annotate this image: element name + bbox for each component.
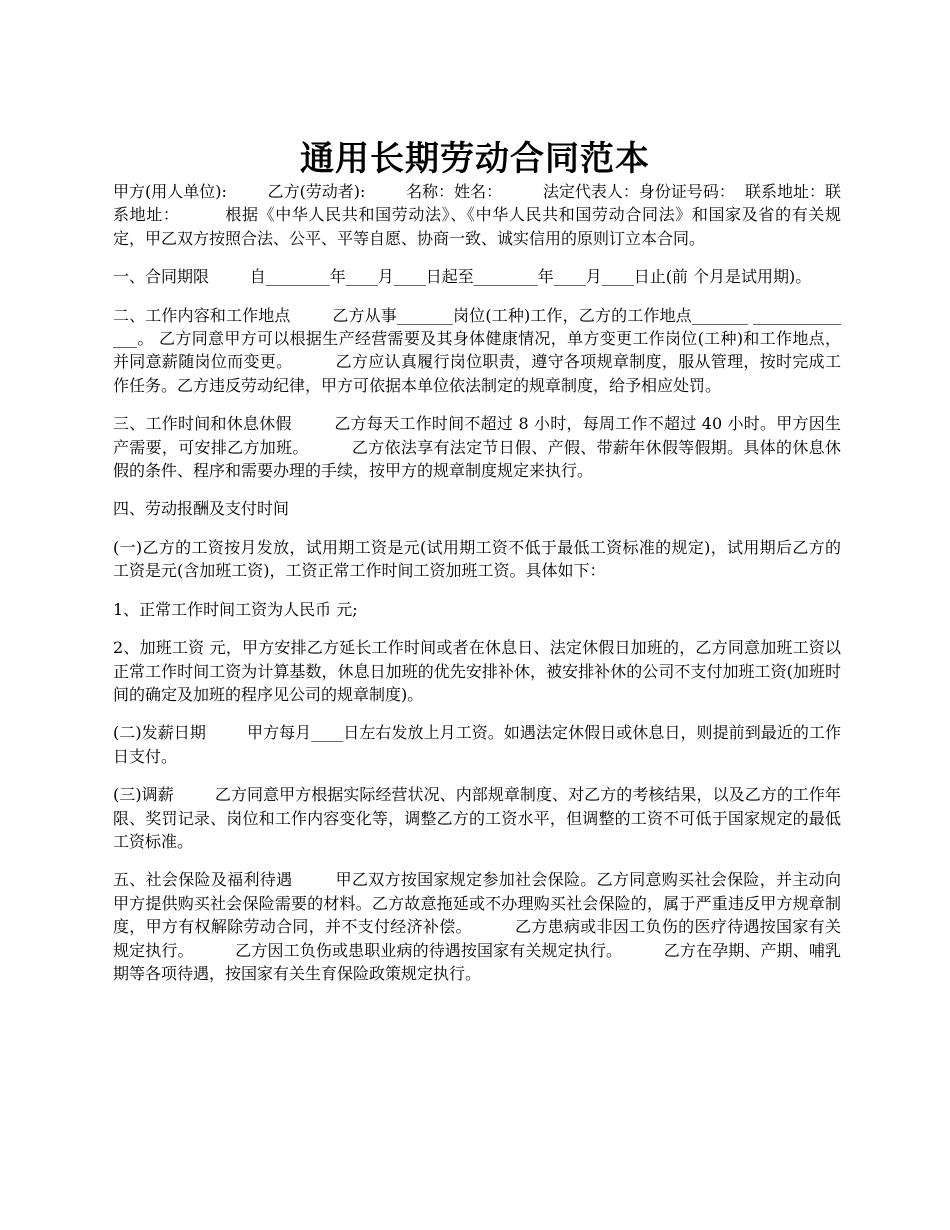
- paragraph-salary-adjustment: (三)调薪 乙方同意甲方根据实际经营状况、内部规章制度、对乙方的考核结果，以及乙方的工作年限、奖罚记录、岗位和工作内容变化等，调整乙方的工资水平，但调整的工资不可低于国家规定的最低工资标准。: [113, 785, 841, 851]
- paragraph-overtime-wage: 2、加班工资 元，甲方安排乙方延长工作时间或者在休息日、法定休假日加班的，乙方同意加班工资以正常工作时间工资为计算基数，休息日加班的优先安排补休，被安排补休的公司不支付加班工资(加班时间的确定及加班的程序见公司的规章制度)。: [113, 638, 841, 704]
- paragraph-work-hours: 三、工作时间和休息休假 乙方每天工作时间不超过 8 小时，每周工作不超过 40 小时。甲方因生产需要，可安排乙方加班。 乙方依法享有法定节日假、产假、带薪年休假等假期。具体的休息休假的条件、程序和需要办理的手续，按甲方的规章制度规定来执行。: [113, 414, 841, 481]
- paragraph-parties: 甲方(用人单位): 乙方(劳动者): 名称：姓名： 法定代表人：身份证号码： 联系地址：联系地址： 根据《中华人民共和国劳动法》、《中华人民共和国劳动合同法》和国家及省的有关规定，甲乙双方按照合法、公平、平等自愿、协商一致、诚实信用的原则订立本合同。: [113, 182, 841, 248]
- paragraph-social-insurance: 五、社会保险及福利待遇 甲乙双方按国家规定参加社会保险。乙方同意购买社会保险，并主动向甲方提供购买社会保险需要的材料。乙方故意拖延或不办理购买社会保险的，属于严重违反甲方规章制度，甲方有权解除劳动合同，并不支付经济补偿。 乙方患病或非因工负伤的医疗待遇按国家有关规定执行。 乙方因工负伤或患职业病的待遇按国家有关规定执行。 乙方在孕期、产期、哺乳期等各项待遇，按国家有关生育保险政策规定执行。: [113, 870, 841, 983]
- paragraph-work-content: 二、工作内容和工作地点 乙方从事_______岗位(工种)工作，乙方的工作地点_______ ______________。 乙方同意甲方可以根据生产经营需要及其身体健康情况，单方变更工作岗位(工种)和工作地点，并同意薪随岗位而变更。 乙方应认真履行岗位职责，遵守各项规章制度，服从管理，按时完成工作任务。乙方违反劳动纪律，甲方可依据本单位依法制定的规章制度，给予相应处罚。: [113, 305, 841, 395]
- section-heading-remuneration: 四、劳动报酬及支付时间: [113, 499, 290, 519]
- document-title: 通用长期劳动合同范本: [300, 138, 650, 179]
- paragraph-normal-wage: 1、正常工作时间工资为人民币 元;: [113, 599, 358, 619]
- document-body: [113, 180, 841, 1000]
- paragraph-salary: (一)乙方的工资按月发放，试用期工资是元(试用期工资不低于最低工资标准的规定)，试用期后乙方的工资是元(含加班工资)，工资正常工作时间工资加班工资。具体如下：: [113, 537, 841, 581]
- paragraph-payday: (二)发薪日期 甲方每月____日左右发放上月工资。如遇法定休假日或休息日，则提前到最近的工作日支付。: [113, 723, 841, 766]
- paragraph-contract-term: 一、合同期限 自________年____月____日起至________年____月____日止(前 个月是试用期)。: [113, 267, 812, 287]
